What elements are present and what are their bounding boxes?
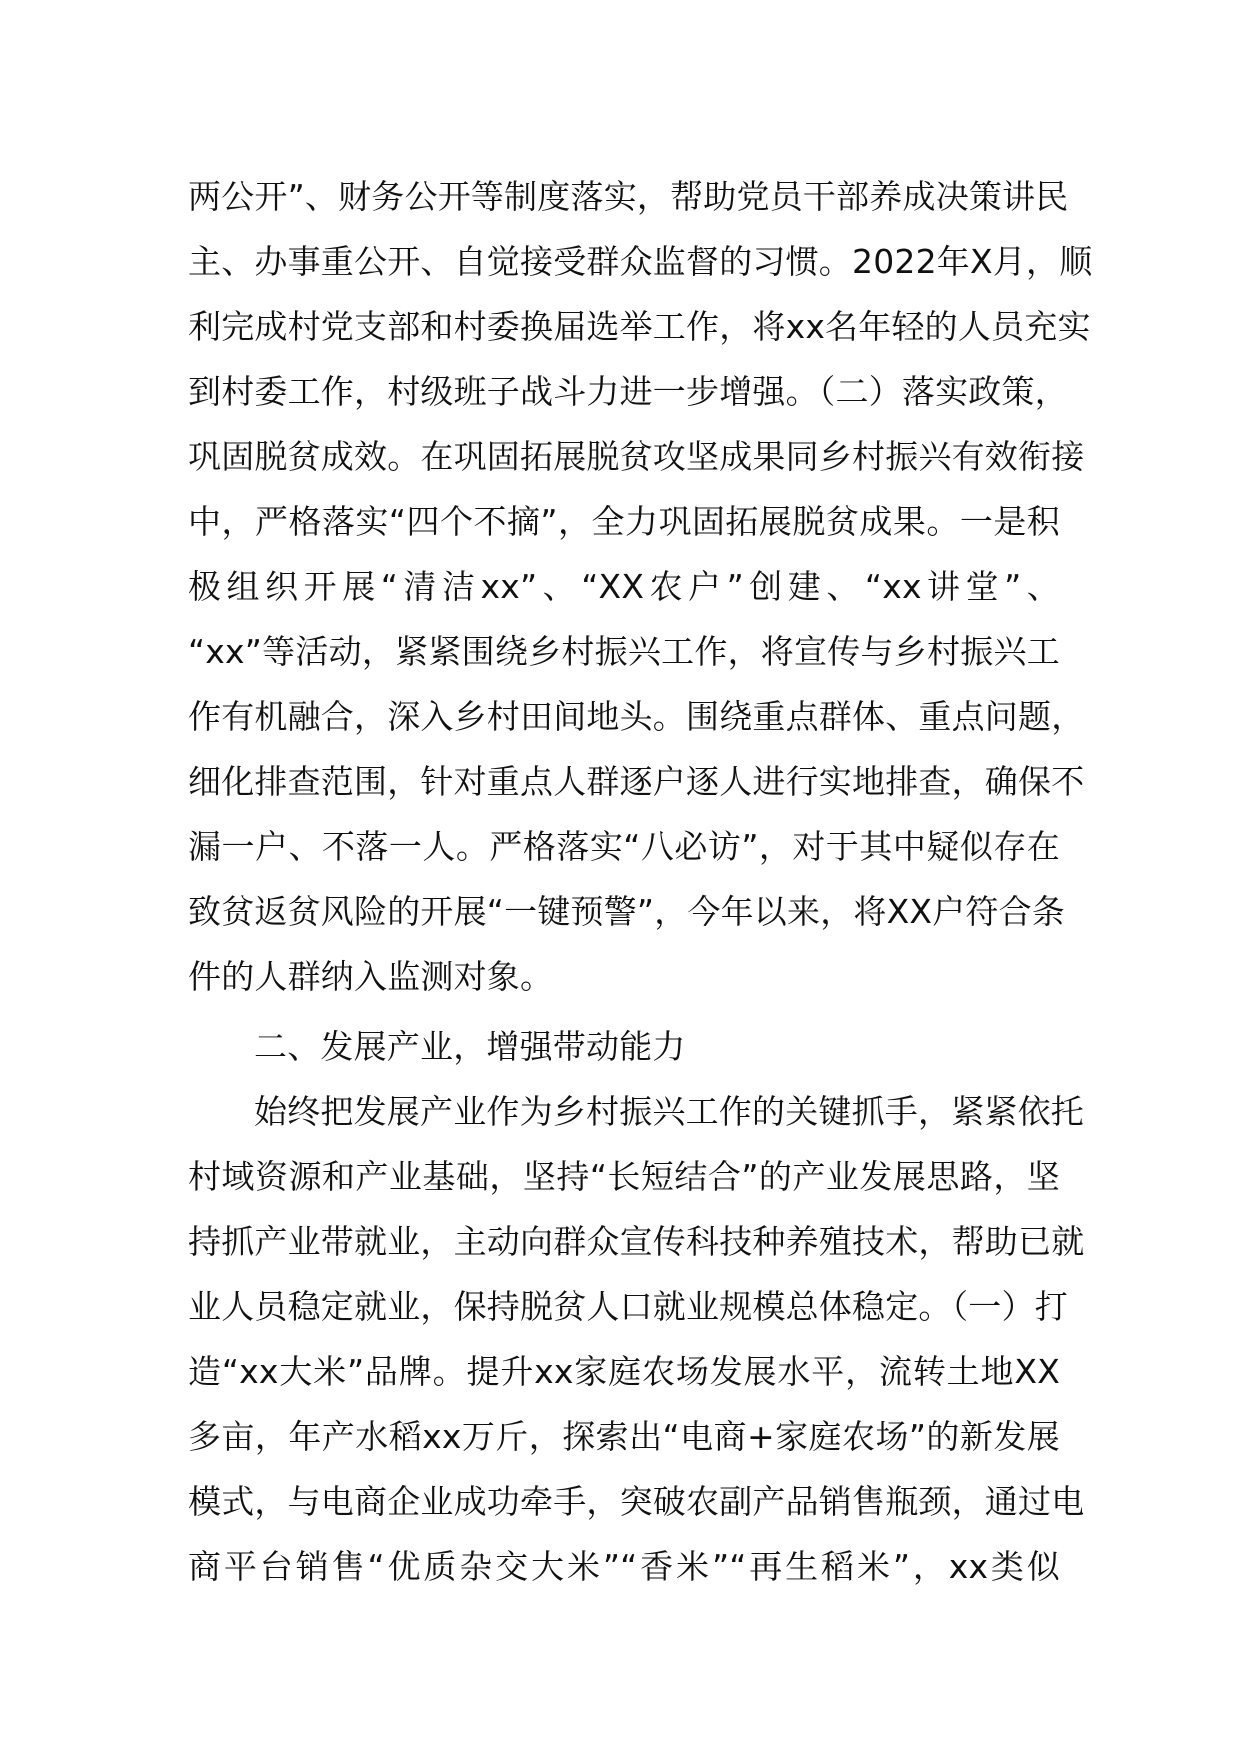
section-heading-text: 二、发展产业，增强带动能力	[254, 1027, 686, 1066]
text-line: 多亩，年产水稻xx万斤，探索出“电商+家庭农场”的新发展	[188, 1417, 1060, 1456]
text-line: 模式，与电商企业成功牵手，突破农副产品销售瓶颈，通过电	[188, 1482, 1085, 1521]
text-line: 中，严格落实“四个不摘”，全力巩固拓展脱贫成果。一是积	[188, 502, 1060, 541]
text-line: 商平台销售“优质杂交大米”“香米”“再生稻米”，xx类似	[188, 1547, 1060, 1586]
text-line: 主、办事重公开、自觉接受群众监督的习惯。2022年X月，顺	[188, 242, 1093, 281]
text-line: 作有机融合，深入乡村田间地头。围绕重点群体、重点问题，	[188, 697, 1085, 736]
text-line: 两公开”、财务公开等制度落实，帮助党员干部养成决策讲民	[188, 177, 1069, 216]
text-line: 利完成村党支部和村委换届选举工作，将xx名年轻的人员充实	[188, 307, 1091, 346]
text-line: 件的人群纳入监测对象。	[188, 957, 554, 996]
text-line: 业人员稳定就业，保持脱贫人口就业规模总体稳定。（一）打	[188, 1287, 1068, 1326]
text-line: 村域资源和产业基础，坚持“长短结合”的产业发展思路，坚	[188, 1157, 1060, 1196]
text-line: 巩固脱贫成效。在巩固拓展脱贫攻坚成果同乡村振兴有效衔接	[188, 437, 1085, 476]
text-line: “xx”等活动，紧紧围绕乡村振兴工作，将宣传与乡村振兴工	[188, 632, 1060, 671]
text-line: 细化排查范围，针对重点人群逐户逐人进行实地排查，确保不	[188, 762, 1085, 801]
text-line: 到村委工作，村级班子战斗力进一步增强。（二）落实政策，	[188, 372, 1068, 411]
text-line: 极组织开展“清洁xx”、“XX农户”创建、“xx讲堂”、	[188, 567, 1060, 606]
section-heading	[188, 1014, 1060, 1079]
text-line: 造“xx大米”品牌。提升xx家庭农场发展水平，流转土地XX	[188, 1352, 1060, 1391]
body-paragraph-1	[188, 164, 1093, 1009]
body-paragraph-2	[188, 1079, 1085, 1599]
text-line: 漏一户、不落一人。严格落实“八必访”，对于其中疑似存在	[188, 827, 1060, 866]
text-line: 始终把发展产业作为乡村振兴工作的关键抓手，紧紧依托	[254, 1092, 1084, 1131]
text-line: 持抓产业带就业，主动向群众宣传科技种养殖技术，帮助已就	[188, 1222, 1085, 1261]
text-line: 致贫返贫风险的开展“一键预警”，今年以来，将XX户符合条	[188, 892, 1066, 931]
